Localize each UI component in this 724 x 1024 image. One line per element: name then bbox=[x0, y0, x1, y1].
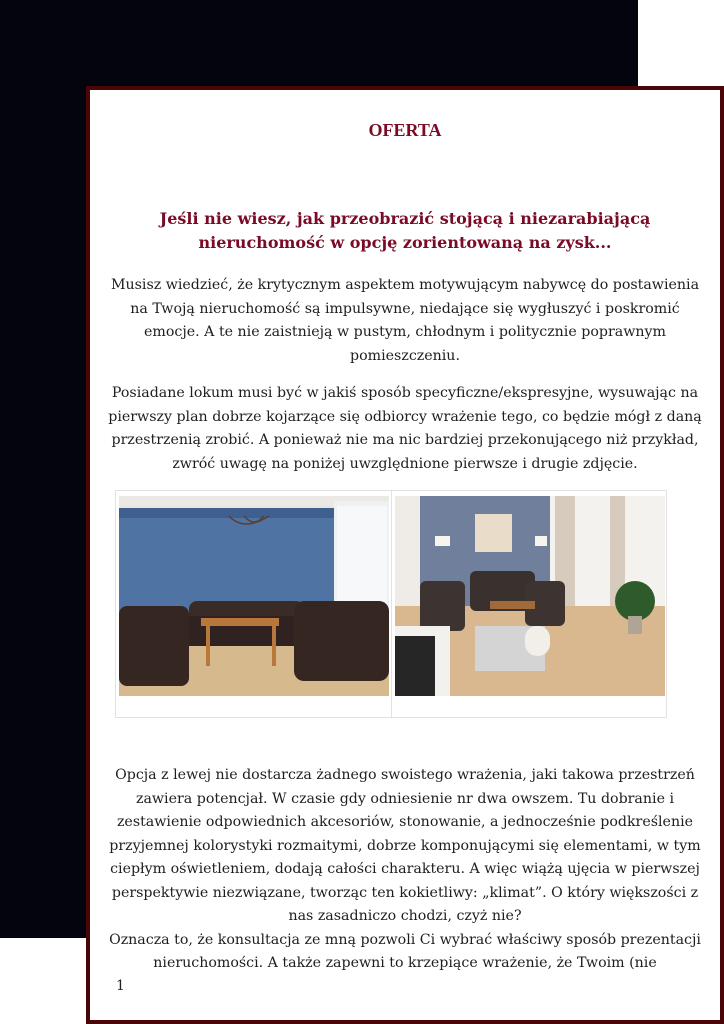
paragraph-3 bbox=[104, 764, 706, 976]
paragraph-3-text: Opcja z lewej nie dostarcza żadnego swoistego wrażenia, jaki takowa przestrzeń zawiera potencjał. W czasie gdy odniesienie nr dwa owszem. Tu dobranie i zestawienie odpowiednich akcesoriów, stonowanie, a jednocześnie podkreślenie przyjemnej kolorystyki rozmaitymi, dobrze komponującymi się elementami, w tym ciepłym oświetleniem, dodają całości charakteru. A więc wiążą ujęcia w pierwszej perspektywie niezwiązane, tworząc ten kokietliwy: „klimat”. O który większości z nas zasadniczo chodzi, czyż nie? Oznacza to, że konsultacja ze mną pozwoli Ci wybrać właściwy sposób prezentacji nieruchomości. A także zapewni to krzepiące wrażenie, że Twoim (nie bbox=[109, 767, 701, 971]
page-number: 1 bbox=[116, 978, 125, 994]
document-title: OFERTA bbox=[368, 120, 442, 140]
photo-before bbox=[119, 496, 389, 696]
document-subtitle: Jeśli nie wiesz, jak przeobrazić stojącą i niezarabiającą nieruchomość w opcję zorientowaną na zysk... bbox=[159, 209, 651, 252]
photo-before-image bbox=[119, 496, 389, 696]
photo-after bbox=[395, 496, 665, 696]
photo-divider bbox=[391, 491, 392, 717]
photo-comparison bbox=[115, 490, 667, 718]
photo-after-image bbox=[395, 496, 665, 696]
paragraph-2: Posiadane lokum musi być w jakiś sposób specyficzne/ekspresyjne, wysuwając na pierwszy plan dobrze kojarzące się odbiorcy wrażenie tego, co będzie mógł z daną przestrzenią zrobić. A ponieważ nie ma nic bardziej przekonującego niż przykład, zwróć uwagę na poniżej uwzględnione pierwsze i drugie zdjęcie. bbox=[108, 385, 702, 472]
document-page bbox=[86, 86, 724, 1024]
paragraph-1: Musisz wiedzieć, że krytycznym aspektem motywującym nabywcę do postawienia na Twoją nieruchomość są impulsywne, niedające się wygłuszyć i poskromić emocje. A te nie zaistnieją w pustym, chłodnym i politycznie poprawnym pomieszczeniu. bbox=[110, 277, 700, 364]
